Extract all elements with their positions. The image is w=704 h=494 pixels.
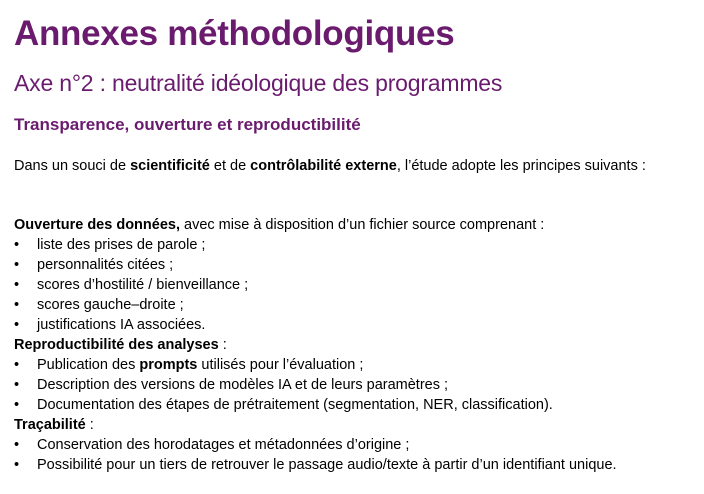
intro-text-3: , l’étude adopte les principes suivants :: [396, 158, 646, 174]
bullet-icon: •: [14, 297, 20, 313]
intro-bold-1: scientificité: [130, 158, 210, 174]
intro-text-2: et de: [209, 158, 251, 174]
bullet-icon: •: [14, 277, 20, 293]
intro-text-1: Dans un souci de: [14, 158, 131, 174]
list-item: [14, 455, 694, 475]
list-item: [14, 435, 694, 455]
principles-list: [14, 215, 694, 475]
list-item-text: Possibilité pour un tiers de retrouver le passage audio/texte à partir d’un identifiant unique.: [37, 457, 617, 473]
page-title: Annexes méthodologiques: [14, 14, 455, 53]
list-item-text: scores gauche–droite ;: [37, 297, 184, 313]
bullet-icon: •: [14, 317, 20, 333]
traceability-heading-line: [14, 415, 694, 435]
open-data-heading-line: [14, 215, 694, 235]
bullet-icon: •: [14, 437, 20, 453]
bullet-icon: •: [14, 457, 20, 473]
reproducibility-heading: Reproductibilité des analyses: [14, 337, 219, 353]
list-item-text: Conservation des horodatages et métadonnées d’origine ;: [37, 437, 410, 453]
list-item-text: Description des versions de modèles IA et de leurs paramètres ;: [37, 377, 449, 393]
list-item-text-pre: Publication des: [37, 357, 140, 373]
list-item: [14, 355, 694, 375]
reproducibility-heading-rest: :: [218, 337, 227, 353]
list-item-text: personnalités citées ;: [37, 257, 174, 273]
section-heading: Transparence, ouverture et reproductibilité: [14, 115, 361, 134]
traceability-heading: Traçabilité: [14, 417, 86, 433]
bullet-icon: •: [14, 397, 20, 413]
list-item: [14, 375, 694, 395]
list-item: [14, 295, 694, 315]
list-item: [14, 255, 694, 275]
bullet-icon: •: [14, 237, 20, 253]
bullet-icon: •: [14, 377, 20, 393]
bullet-icon: •: [14, 357, 20, 373]
open-data-heading: Ouverture des données,: [14, 217, 180, 233]
list-item-text: scores d’hostilité / bienveillance ;: [37, 277, 249, 293]
list-item-text-post: utilisés pour l’évaluation ;: [197, 357, 364, 373]
list-item-text-bold: prompts: [139, 357, 198, 373]
intro-bold-2: contrôlabilité externe: [250, 158, 397, 174]
list-item: [14, 235, 694, 255]
list-item-text: liste des prises de parole ;: [37, 237, 206, 253]
traceability-heading-rest: :: [85, 417, 94, 433]
list-item: [14, 395, 694, 415]
bullet-icon: •: [14, 257, 20, 273]
list-item-text: Documentation des étapes de prétraitement (segmentation, NER, classification).: [37, 397, 553, 413]
open-data-heading-rest: avec mise à disposition d’un fichier source comprenant :: [180, 217, 545, 233]
list-item: [14, 315, 694, 335]
intro-paragraph: [14, 156, 690, 176]
list-item: [14, 275, 694, 295]
page-subtitle: Axe n°2 : neutralité idéologique des programmes: [14, 70, 503, 96]
reproducibility-heading-line: [14, 335, 694, 355]
list-item-text: justifications IA associées.: [37, 317, 206, 333]
